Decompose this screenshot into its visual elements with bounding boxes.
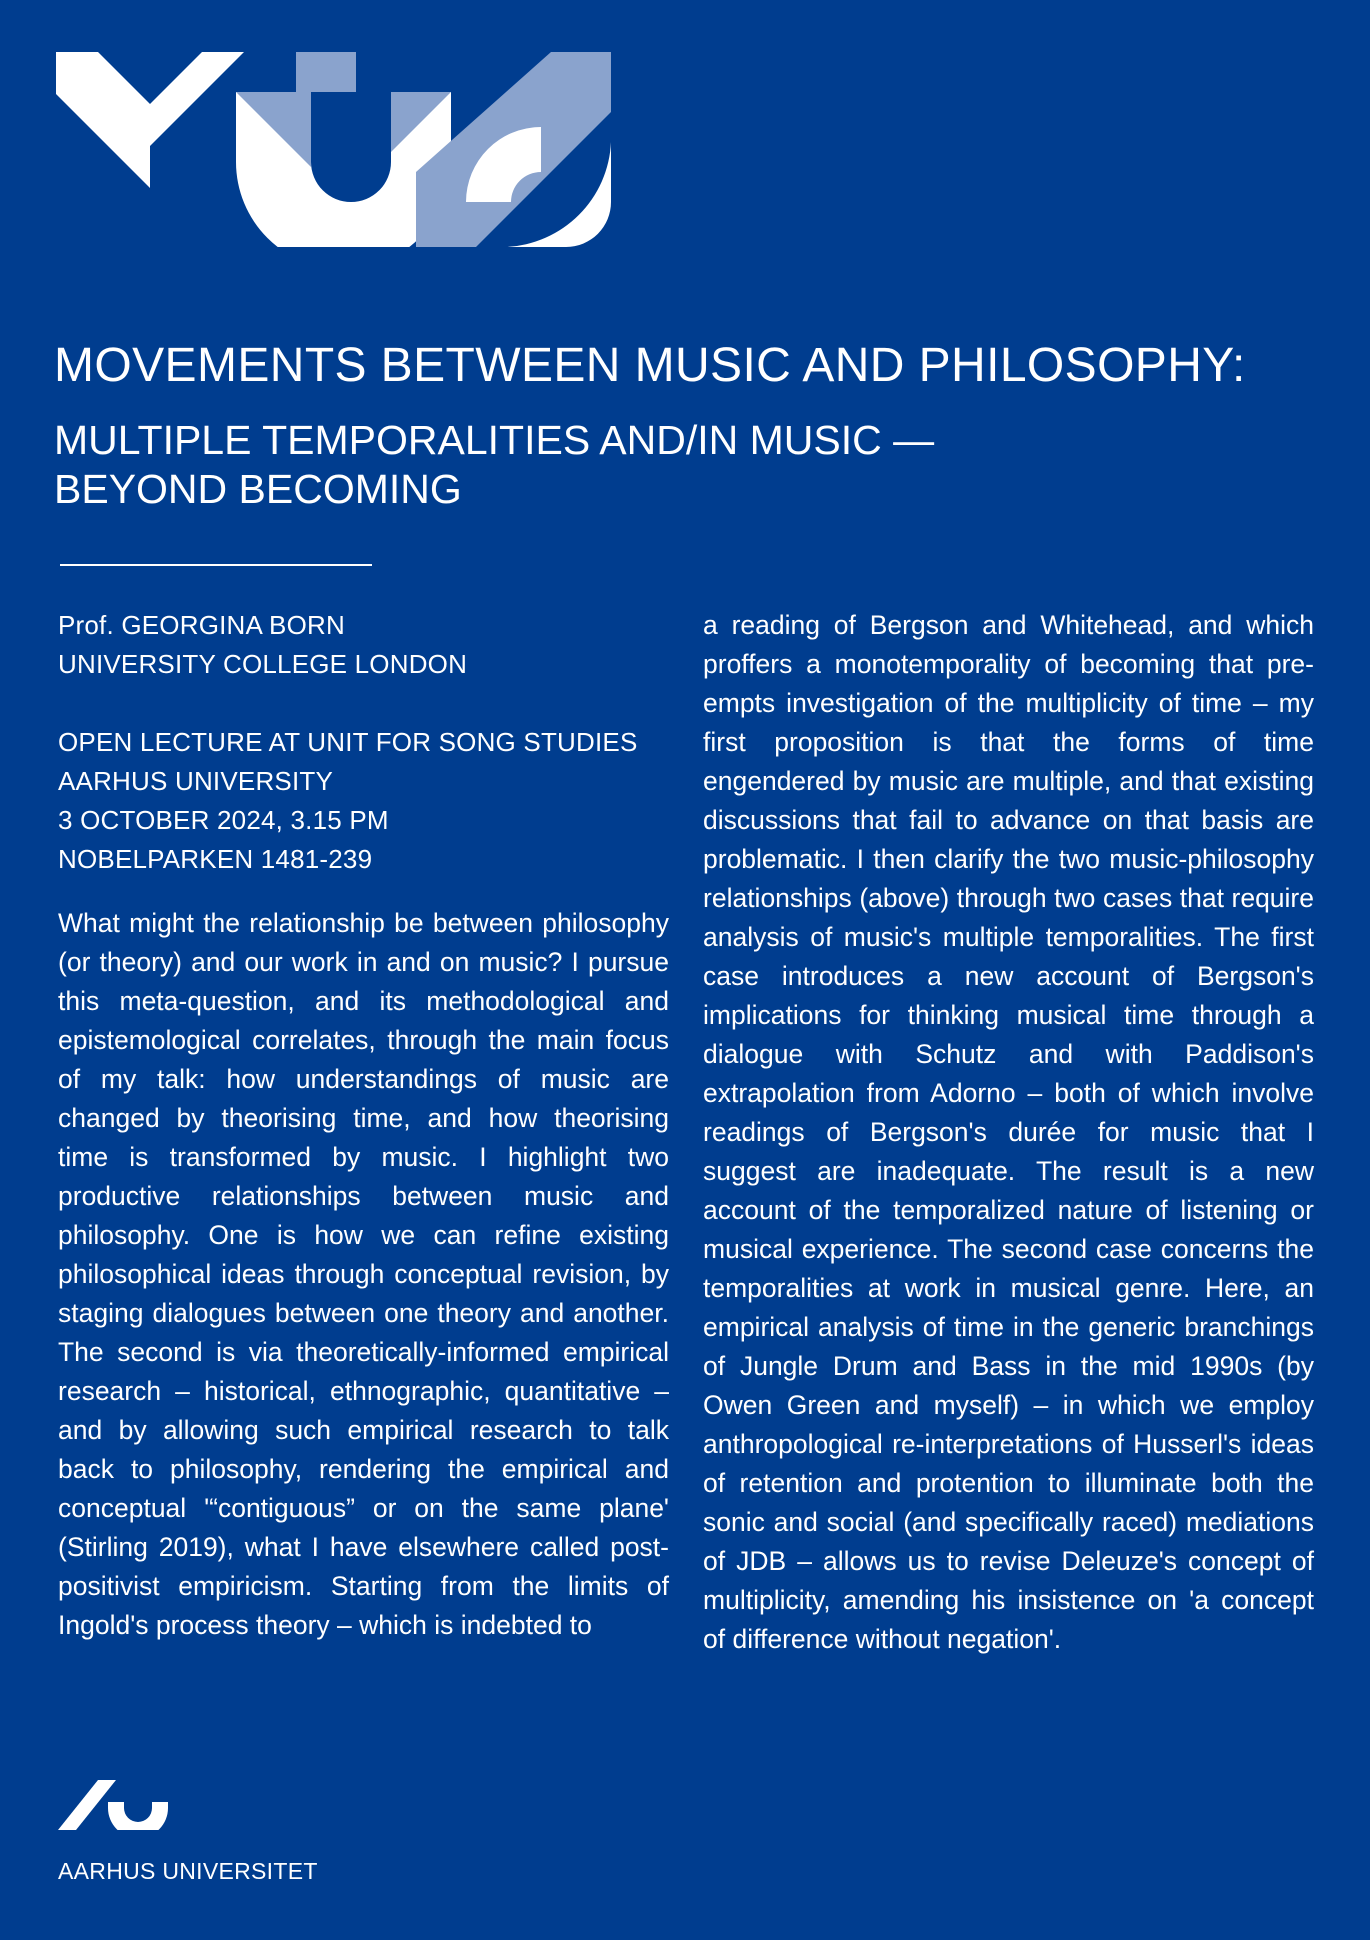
subtitle-line: MULTIPLE TEMPORALITIES AND/IN MUSIC — bbox=[54, 417, 935, 463]
divider bbox=[60, 564, 372, 566]
event-details bbox=[58, 606, 678, 879]
speaker-name: Prof. GEORGINA BORN bbox=[58, 610, 345, 640]
abstract-column-left: What might the relationship be between philosophy (or theory) and our work in and on music? I pursue this meta-question, and its methodological and epistemological correlates, through the main focus of my talk: how understandings of music are changed by theorising time, and how theorising time is transformed by music. I highlight two productive relationships between music and philosophy. One is how we can refine existing philosophical ideas through conceptual revision, by staging dialogues between one theory and another. The second is via theoretically-informed empirical research – historical, ethnographic, quantitative – and by allowing such empirical research to talk back to philosophy, rendering the empirical and conceptual '“contiguous” or on the same plane' (Stirling 2019), what I have elsewhere called post-positivist empiricism. Starting from the limits of Ingold's process theory – which is indebted to bbox=[58, 908, 669, 1640]
event-institution: AARHUS UNIVERSITY bbox=[58, 766, 334, 796]
logo-u-shape bbox=[296, 52, 356, 92]
subtitle-line: BEYOND BECOMING bbox=[54, 466, 462, 513]
lecture-title: MOVEMENTS BETWEEN MUSIC AND PHILOSOPHY: bbox=[54, 339, 1246, 392]
lecture-subtitle bbox=[54, 416, 1054, 514]
logo-v-shape bbox=[56, 52, 244, 188]
event-type: OPEN LECTURE AT UNIT FOR SONG STUDIES bbox=[58, 727, 638, 757]
speaker-affiliation: UNIVERSITY COLLEGE LONDON bbox=[58, 649, 468, 679]
abstract-column-right: a reading of Bergson and Whitehead, and which proffers a monotemporality of becoming that pre-empts investigation of the multiplicity of time – my first proposition is that the forms of time engendered by music are multiple, and that existing discussions that fail to advance on that basis are problematic. I then clarify the two music-philosophy relationships (above) through two cases that require analysis of music's multiple temporalities. The first case introduces a new account of Bergson's implications for thinking musical time through a dialogue with Schutz and with Paddison's extrapolation from Adorno – both of which involve readings of Bergson's durée for music that I suggest are inadequate. The result is a new account of the temporalized nature of listening or musical experience. The second case concerns the temporalities at work in musical genre. Here, an empirical analysis of time in the generic branchings of Jungle Drum and Bass in the mid 1990s (by Owen Green and myself) – in which we employ anthropological re-interpretations of Husserl's ideas of retention and protention to illuminate both the sonic and social (and specifically raced) mediations of JDB – allows us to revise Deleuze's concept of multiplicity, amending his insistence on 'a concept of difference without negation'. bbox=[703, 610, 1314, 1654]
spacer bbox=[58, 684, 678, 723]
aarhus-university-logo-icon bbox=[58, 1780, 170, 1830]
event-datetime: 3 OCTOBER 2024, 3.15 PM bbox=[58, 805, 389, 835]
event-location: NOBELPARKEN 1481-239 bbox=[58, 844, 373, 874]
university-name: AARHUS UNIVERSITET bbox=[58, 1858, 318, 1884]
vus-logo bbox=[56, 52, 616, 247]
